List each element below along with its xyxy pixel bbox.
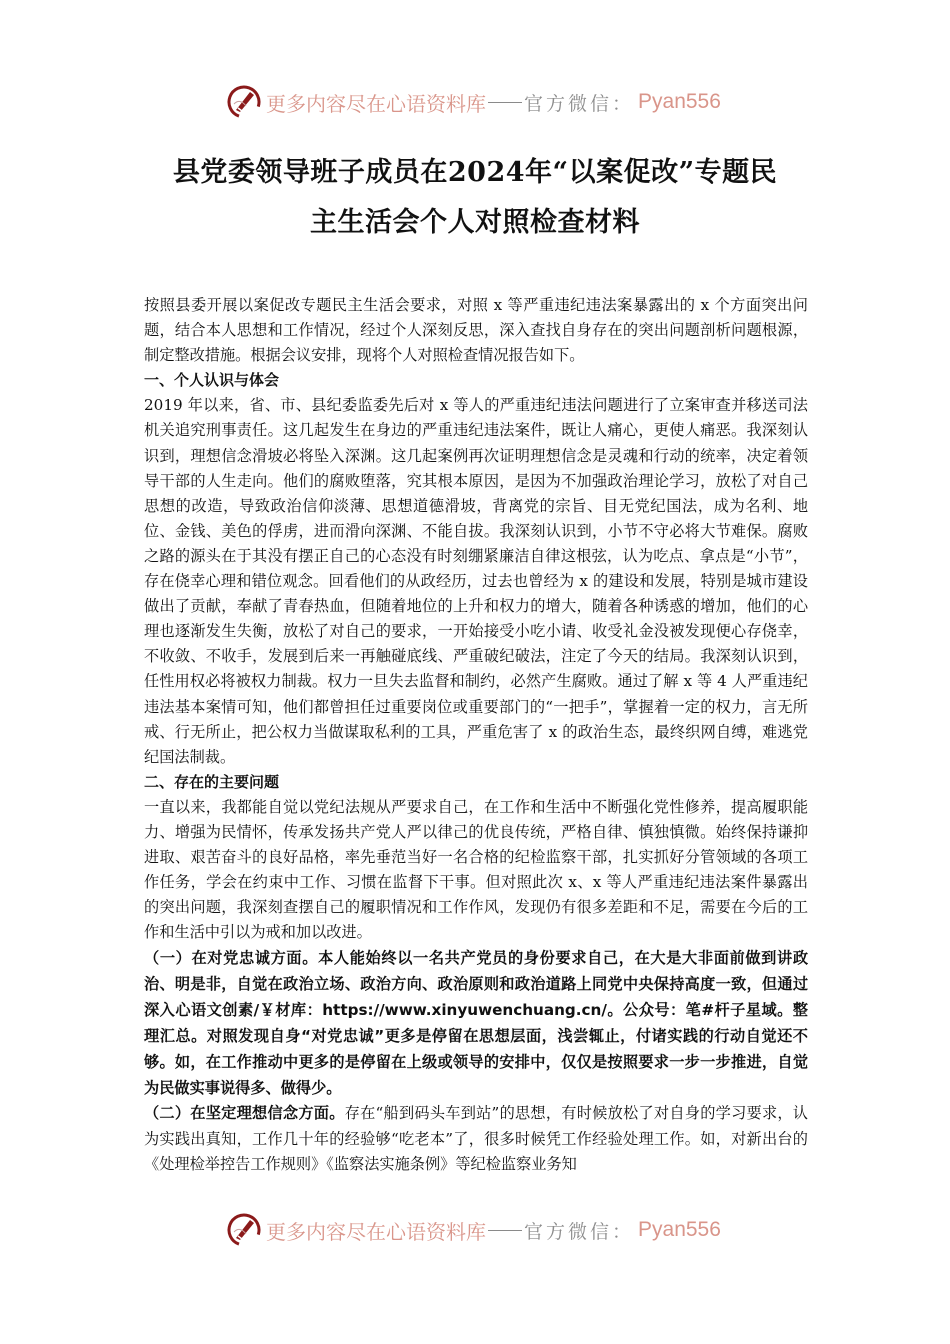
item-1-body: 本人能始终以一名共产党员的身份要求自己，在大是大非面前做到讲政治、明是非，自觉在政治立场、政治方向、政治原则和政治道路上同党中央保持高度一致，但通过深入心语文创素/￥材库：https://www.xinyuwenchuang.cn/。公众号：笔#杆子星域。整理汇总。对照发现自身“对党忠诚”更多是停留在思想层面，浅尝辄止，付诸实践的行动自觉还不够。如，在工作推动中更多的是停留在上级或领导的安排中，仅仅是按照要求一步一步推进，自觉为民做实事说得多、做得少。 <box>144 949 809 1098</box>
header-watermark <box>226 82 726 122</box>
watermark-wechat-id: Pyan556 <box>638 90 721 113</box>
item-2-paragraph <box>144 1101 808 1176</box>
quill-pen-logo-icon <box>226 1212 262 1248</box>
watermark-official-label: 官方微信： <box>524 92 635 115</box>
section-2-paragraph: 一直以来，我都能自觉以党纪法规从严要求自己，在工作和生活中不断强化党性修养，提高履职能力、增强为民情怀，传承发扬共产党人严以律己的优良传统，严格自律、慎独慎微。始终保持谦抑进取、艰苦奋斗的良好品格，率先垂范当好一名合格的纪检监察干部，扎实抓好分管领域的各项工作任务，学会在约束中工作、习惯在监督下干事。但对照此次 x、x 等人严重违纪违法案件暴露出的突出问题，我深刻查摆自己的履职情况和工作作风，发现仍有很多差距和不足，需要在今后的工作和生活中引以为戒和加以改进。 <box>144 797 808 942</box>
title-line-2: 主生活会个人对照检查材料 <box>310 207 640 238</box>
watermark-wechat-id: Pyan556 <box>638 1218 721 1241</box>
document-title <box>140 148 810 248</box>
item-1-paragraph <box>144 945 808 1101</box>
quill-pen-logo-icon <box>226 84 262 120</box>
watermark-site-text: 更多内容尽在心语资料库 <box>266 91 486 116</box>
item-2-lead: （二）在坚定理想信念方面。 <box>144 1104 345 1123</box>
document-body <box>144 293 808 1177</box>
watermark-dash <box>488 102 522 103</box>
item-1-lead: （一）在对党忠诚方面。 <box>144 949 319 968</box>
section-heading-2: 二、存在的主要问题 <box>144 772 280 791</box>
watermark-site-text: 更多内容尽在心语资料库 <box>266 1219 486 1244</box>
watermark-official-label: 官方微信： <box>524 1220 635 1243</box>
title-line-1: 县党委领导班子成员在2024年“以案促改”专题民 <box>172 157 778 188</box>
item-2-body: 存在“船到码头车到站”的思想，有时候放松了对自身的学习要求，认为实践出真知，工作几十年的经验够“吃老本”了，很多时候凭工作经验处理工作。如，对新出台的《处理检举控告工作规则》《监察法实施条例》等纪检监察业务知 <box>144 1104 808 1173</box>
watermark-dash <box>488 1230 522 1231</box>
intro-paragraph: 按照县委开展以案促改专题民主生活会要求，对照 x 等严重违纪违法案暴露出的 x 个方面突出问题，结合本人思想和工作情况，经过个人深刻反思，深入查找自身存在的突出问题剖析问题根源，制定整改措施。根据会议安排，现将个人对照检查情况报告如下。 <box>144 296 808 365</box>
section-1-paragraph: 2019 年以来，省、市、县纪委监委先后对 x 等人的严重违纪违法问题进行了立案审查并移送司法机关追究刑事责任。这几起发生在身边的严重违纪违法案件，既让人痛心，更使人痛恶。我深刻认识到，理想信念滑坡必将坠入深渊。这几起案例再次证明理想信念是灵魂和行动的统率，决定着领导干部的人生走向。他们的腐败堕落，究其根本原因，是因为不加强政治理论学习，放松了对自己思想的改造，导致政治信仰淡薄、思想道德滑坡，背离党的宗旨、目无党纪国法，成为名利、地位、金钱、美色的俘虏，进而滑向深渊、不能自拔。我深刻认识到，小节不守必将大节难保。腐败之路的源头在于其没有摆正自己的心态没有时刻绷紧廉洁自律这根弦，认为吃点、拿点是“小节”，存在侥幸心理和错位观念。回看他们的从政经历，过去也曾经为 x 的建设和发展，特别是城市建设做出了贡献，奉献了青春热血，但随着地位的上升和权力的增大，随着各种诱惑的增加，他们的心理也逐渐发生失衡，放松了对自己的要求，一开始接受小吃小请、收受礼金没被发现便心存侥幸，不收敛、不收手，发展到后来一再触碰底线、严重破纪破法，注定了今天的结局。我深刻认识到，任性用权必将被权力制裁。权力一旦失去监督和制约，必然产生腐败。通过了解 x 等 4 人严重违纪违法基本案情可知，他们都曾担任过重要岗位或重要部门的“一把手”，掌握着一定的权力，言无所戒、行无所止，把公权力当做谋取私利的工具，严重危害了 x 的政治生态，最终织网自缚，难逃党纪国法制裁。 <box>144 396 808 766</box>
footer-watermark <box>226 1210 726 1250</box>
section-heading-1: 一、个人认识与体会 <box>144 371 280 390</box>
